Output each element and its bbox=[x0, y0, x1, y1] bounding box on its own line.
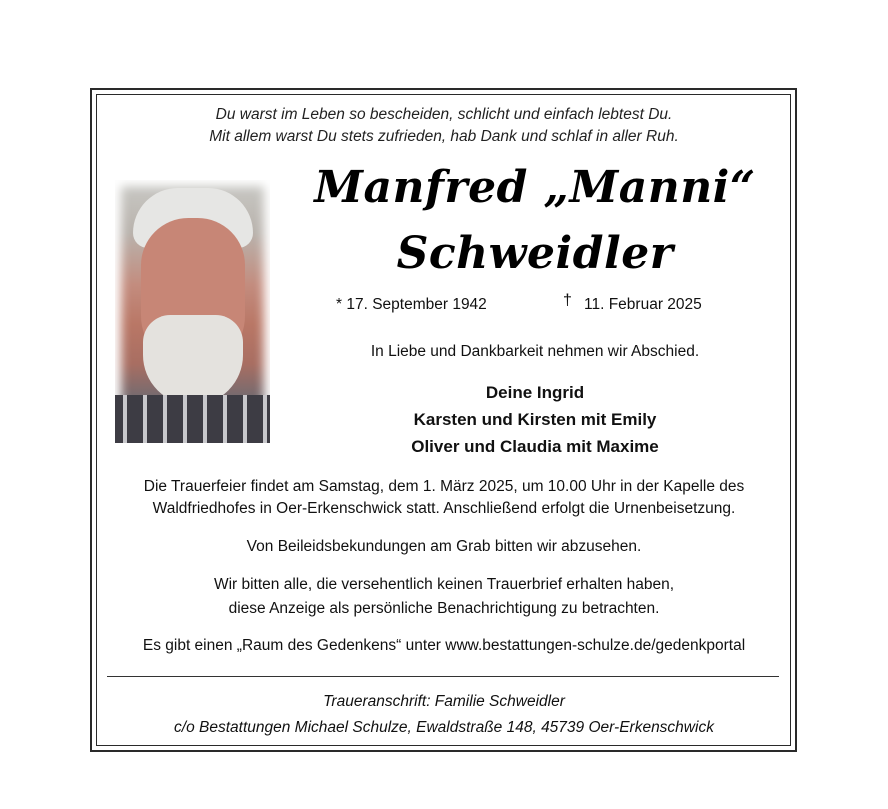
photo-shirt bbox=[115, 395, 270, 443]
deceased-name-line-1: Manfred „Manni“ bbox=[314, 162, 756, 213]
address-line-2: c/o Bestattungen Michael Schulze, Ewaldstraße 148, 45739 Oer-Erkenschwick bbox=[174, 719, 714, 736]
family-member-2: Karsten und Kirsten mit Emily bbox=[413, 410, 657, 429]
motto-line-2: Mit allem warst Du stets zufrieden, hab Dank und schlaf in aller Ruh. bbox=[209, 128, 679, 145]
farewell-text: In Liebe und Dankbarkeit nehmen wir Abschied. bbox=[370, 343, 700, 360]
notice-line-1: Wir bitten alle, die versehentlich keinen Trauerbrief erhalten haben, bbox=[213, 576, 675, 593]
photo-beard bbox=[143, 315, 243, 405]
portrait-photo bbox=[115, 180, 270, 443]
cross-icon: † bbox=[563, 292, 572, 309]
notice-line-2: diese Anzeige als persönliche Benachrichtigung zu betrachten. bbox=[228, 600, 660, 617]
ceremony-line-1: Die Trauerfeier findet am Samstag, dem 1. März 2025, um 10.00 Uhr in der Kapelle des bbox=[143, 478, 745, 495]
memorial-text: Es gibt einen „Raum des Gedenkens“ unter www.bestattungen-schulze.de/gedenkportal bbox=[142, 637, 746, 654]
ceremony-line-2: Waldfriedhofes in Oer-Erkenschwick statt. Anschließend erfolgt die Urnenbeisetzung. bbox=[152, 500, 736, 517]
deceased-name-line-2: Schweidler bbox=[396, 228, 674, 279]
motto-line-1: Du warst im Leben so bescheiden, schlicht und einfach lebtest Du. bbox=[215, 106, 673, 123]
family-member-1: Deine Ingrid bbox=[485, 383, 585, 402]
condolence-note: Von Beileidsbekundungen am Grab bitten wir abzusehen. bbox=[246, 538, 642, 555]
birth-date: * 17. September 1942 bbox=[336, 296, 487, 313]
address-line-1: Traueranschrift: Familie Schweidler bbox=[323, 693, 565, 710]
death-date: 11. Februar 2025 bbox=[584, 296, 702, 313]
divider-line bbox=[107, 676, 779, 677]
family-member-3: Oliver und Claudia mit Maxime bbox=[411, 437, 659, 456]
